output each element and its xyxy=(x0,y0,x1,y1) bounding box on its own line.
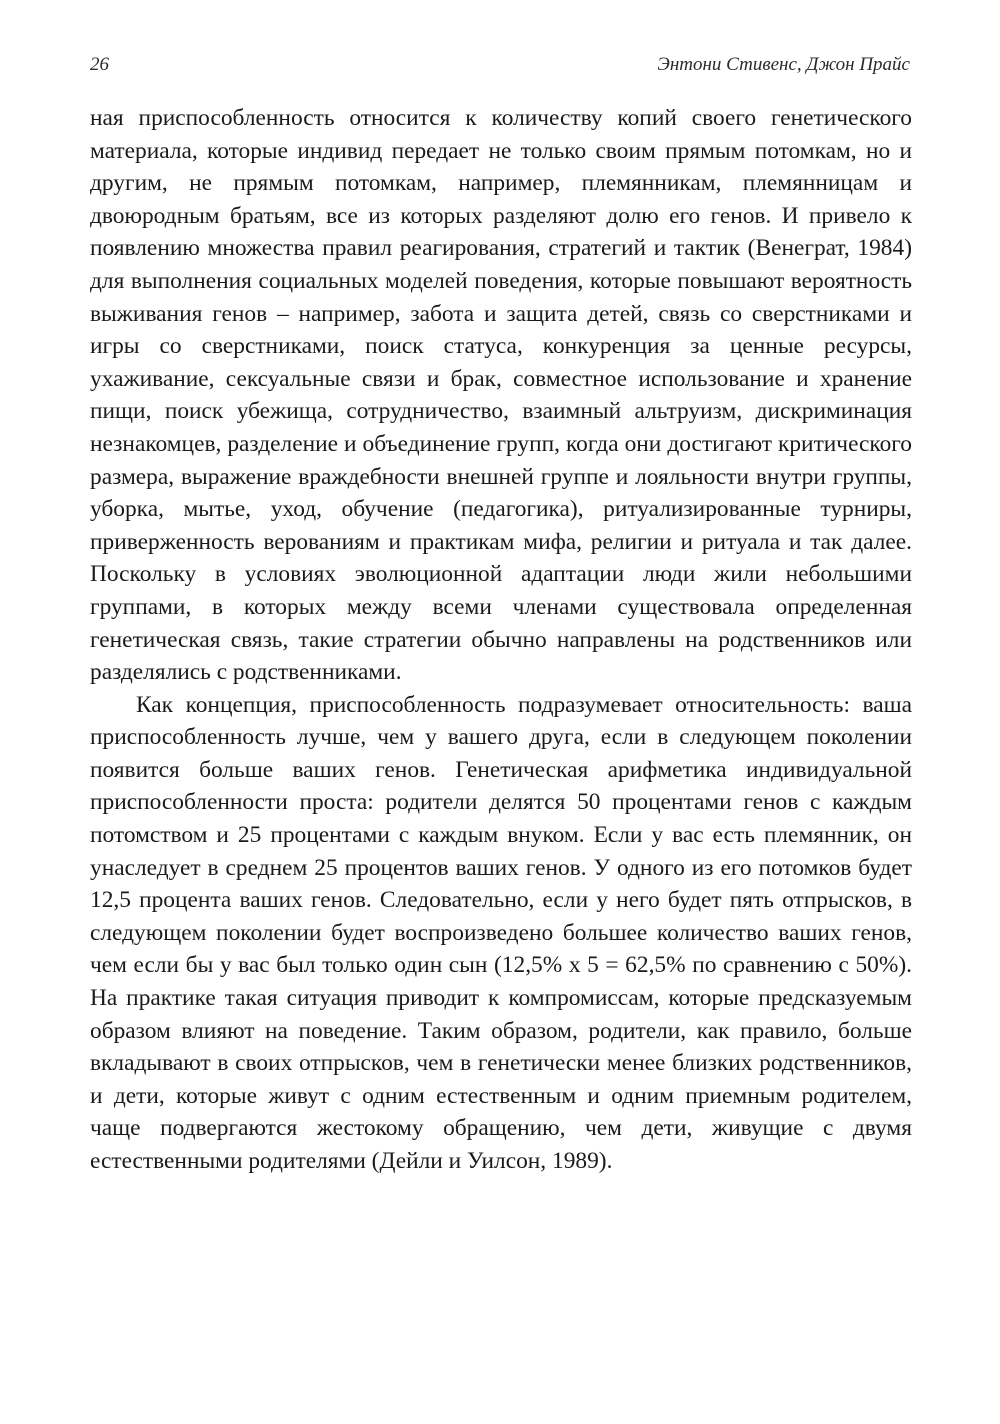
paragraph-continued: ная приспособленность относится к количеству копий своего генетического материала, которые индивид передает не только своим прямым потомкам, но и другим, не прямым потомкам, например, племянникам, племянницам и двоюродным братьям, все из которых разделяют долю его генов. И привело к появлению множества правил реагирования, стратегий и тактик (Венеграт, 1984) для выполнения социальных моделей поведения, которые повышают вероятность выживания генов – например, забота и защита детей, связь со сверстниками и игры со сверстниками, поиск статуса, конкуренция за ценные ресурсы, ухаживание, сексуальные связи и брак, совместное использование и хранение пищи, поиск убежища, сотрудничество, взаимный альтруизм, дискриминация незнакомцев, разделение и объединение групп, когда они достигают критического размера, выражение враждебности внешней группе и лояльности внутри группы, уборка, мытье, уход, обучение (педагогика), ритуализированные турниры, приверженность верованиям и практикам мифа, религии и ритуала и так далее. Поскольку в условиях эволюционной адаптации люди жили небольшими группами, в которых между всеми членами существовала определенная генетическая связь, такие стратегии обычно направлены на родственников или разделялись с родственниками. xyxy=(90,105,912,686)
page-number: 26 xyxy=(90,54,109,75)
running-head xyxy=(90,54,910,84)
body-text xyxy=(90,102,912,1178)
paragraph: Как концепция, приспособленность подразумевает относительность: ваша приспособленность лучше, чем у вашего друга, если в следующем поколении появится больше ваших генов. Генетическая арифметика индивидуальной приспособленности проста: родители делятся 50 процентами генов с каждым потомством и 25 процентами с каждым внуком. Если у вас есть племянник, он унаследует в среднем 25 процентов ваших генов. У одного из его потомков будет 12,5 процента ваших генов. Следовательно, если у него будет пять отпрысков, в следующем поколении будет воспроизведено большее количество ваших генов, чем если бы у вас был только один сын (12,5% x 5 = 62,5% по сравнению с 50%). На практике такая ситуация приводит к компромиссам, которые предсказуемым образом влияют на поведение. Таким образом, родители, как правило, больше вкладывают в своих отпрысков, чем в генетически менее близких родственников, и дети, которые живут с одним естественным и одним приемным родителем, чаще подвергаются жестокому обращению, чем дети, живущие с двумя естественными родителями (Дейли и Уилсон, 1989). xyxy=(90,691,912,1174)
running-title: Энтони Стивенс, Джон Прайс xyxy=(657,54,910,75)
